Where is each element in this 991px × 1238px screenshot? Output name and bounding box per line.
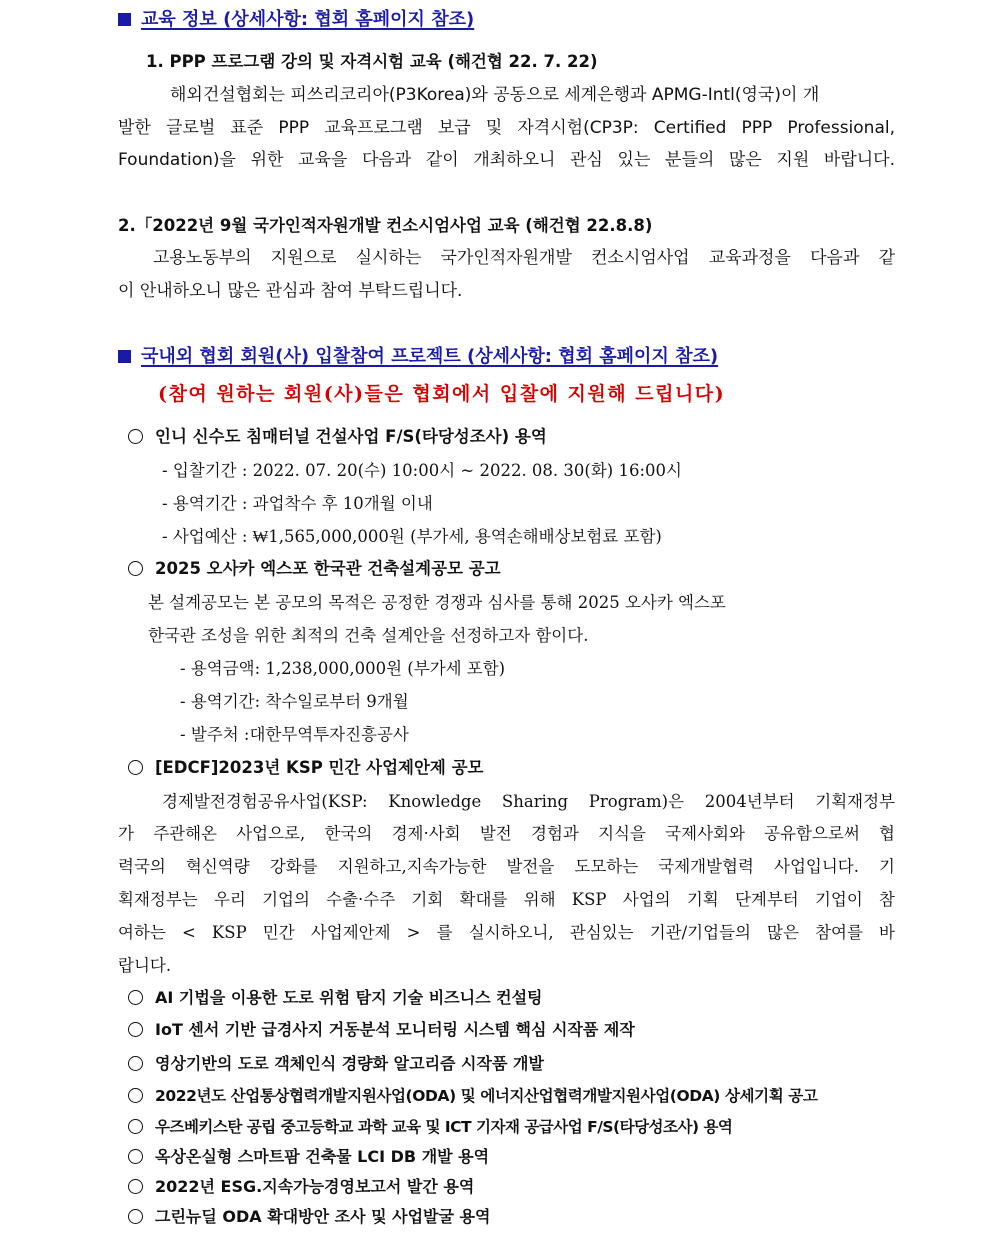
project2-body-line: 한국관 조성을 위한 최적의 건축 설계안을 선정하고자 함이다.	[148, 626, 589, 645]
project2-title-text: 2025 오사카 엑스포 한국관 건축설계공모 공고	[155, 559, 501, 578]
circle-bullet-icon	[128, 1088, 143, 1103]
square-bullet-icon	[118, 13, 131, 26]
project-list-item-text: AI 기법을 이용한 도로 위험 탐지 기술 비즈니스 컨설팅	[155, 988, 543, 1007]
project3-title	[128, 757, 483, 779]
bid-header-text: 국내외 협회 회원(사) 입찰참여 프로젝트 (상세사항: 협회 홈페이지 참조)	[141, 346, 719, 367]
project2-detail: - 용역기간: 착수일로부터 9개월	[180, 692, 409, 711]
project-list-item	[128, 1116, 732, 1138]
edu-item1-title: 1. PPP 프로그램 강의 및 자격시험 교육 (해건협 22. 7. 22)	[146, 52, 598, 71]
project-list-item-text: 영상기반의 도로 객체인식 경량화 알고리즘 시작품 개발	[155, 1054, 544, 1073]
circle-bullet-icon	[128, 429, 143, 444]
project2-title	[128, 558, 501, 580]
project3-body-line: 획재정부는 우리 기업의 수출·수주 기회 확대를 위해 KSP 사업의 기획 단계부터 기업이 참	[118, 890, 895, 909]
education-section-header	[118, 9, 474, 31]
project-list-item	[128, 1053, 544, 1075]
edu-item1-line: 해외건설협회는 피쓰리코리아(P3Korea)와 공동으로 세계은행과 APMG-Intl(영국)이 개	[170, 85, 820, 105]
education-header-text: 교육 정보 (상세사항: 협회 홈페이지 참조)	[141, 9, 475, 30]
project2-detail: - 발주처 :대한무역투자진흥공사	[180, 725, 409, 744]
project-list-item-text: 2022년도 산업통상협력개발지원사업(ODA) 및 에너지산업협력개발지원사업(ODA) 상세기획 공고	[155, 1087, 818, 1105]
project3-title-text: [EDCF]2023년 KSP 민간 사업제안제 공모	[155, 758, 484, 777]
circle-bullet-icon	[128, 1209, 143, 1224]
square-bullet-icon	[118, 350, 131, 363]
project1-detail: - 사업예산 : ₩1,565,000,000원 (부가세, 용역손해배상보험료 포함)	[162, 527, 662, 546]
edu-item2-line: 이 안내하오니 많은 관심과 참여 부탁드립니다.	[118, 281, 463, 301]
project-list-item	[128, 1206, 490, 1228]
project2-body-line: 본 설계공모는 본 공모의 목적은 공정한 경쟁과 심사를 통해 2025 오사카 엑스포	[148, 593, 726, 612]
project3-body-line: 가 주관해온 사업으로, 한국의 경제·사회 발전 경험과 지식을 국제사회와 공유함으로써 협	[118, 824, 895, 843]
project3-body-line: 경제발전경험공유사업(KSP: Knowledge Sharing Program)은 2004년부터 기획재정부	[162, 792, 895, 811]
circle-bullet-icon	[128, 1022, 143, 1037]
circle-bullet-icon	[128, 990, 143, 1005]
project1-detail: - 입찰기간 : 2022. 07. 20(수) 10:00시 ~ 2022. 08. 30(화) 16:00시	[162, 461, 682, 480]
circle-bullet-icon	[128, 1056, 143, 1071]
bid-section-header	[118, 346, 718, 368]
project-list-item	[128, 1176, 474, 1198]
project2-detail: - 용역금액: 1,238,000,000원 (부가세 포함)	[180, 659, 506, 678]
edu-item1-line: 발한 글로벌 표준 PPP 교육프로그램 보급 및 자격시험(CP3P: Certified PPP Professional,	[118, 118, 895, 138]
project-list-item-text: 옥상온실형 스마트팜 건축물 LCI DB 개발 용역	[155, 1147, 490, 1166]
circle-bullet-icon	[128, 1179, 143, 1194]
circle-bullet-icon	[128, 760, 143, 775]
project1-title	[128, 426, 547, 448]
circle-bullet-icon	[128, 1149, 143, 1164]
project-list-item	[128, 1085, 817, 1107]
edu-item1-line: Foundation)을 위한 교육을 다음과 같이 개최하오니 관심 있는 분들의 많은 지원 바랍니다.	[118, 150, 895, 170]
project-list-item-text: 2022년 ESG.지속가능경영보고서 발간 용역	[155, 1177, 475, 1196]
project-list-item-text: 우즈베키스탄 공립 중고등학교 과학 교육 및 ICT 기자재 공급사업 F/S(타당성조사) 용역	[155, 1118, 733, 1136]
project1-title-text: 인니 신수도 침매터널 건설사업 F/S(타당성조사) 용역	[155, 427, 547, 446]
project-list-item	[128, 987, 542, 1009]
project-list-item-text: 그린뉴딜 ODA 확대방안 조사 및 사업발굴 용역	[155, 1207, 491, 1226]
project1-detail: - 용역기간 : 과업착수 후 10개월 이내	[162, 494, 433, 513]
project3-body-line: 랍니다.	[118, 956, 172, 975]
project-list-item	[128, 1146, 489, 1168]
project3-body-line: 여하는 < KSP 민간 사업제안제 > 를 실시하오니, 관심있는 기관/기업들의 많은 참여를 바	[118, 923, 895, 942]
project3-body-line: 력국의 혁신역량 강화를 지원하고,지속가능한 발전을 도모하는 국제개발협력 사업입니다. 기	[118, 857, 895, 876]
edu-item2-line: 고용노동부의 지원으로 실시하는 국가인적자원개발 컨소시엄사업 교육과정을 다음과 같	[153, 248, 895, 268]
project-list-item-text: IoT 센서 기반 급경사지 거동분석 모니터링 시스템 핵심 시작품 제작	[155, 1020, 635, 1039]
circle-bullet-icon	[128, 1119, 143, 1134]
circle-bullet-icon	[128, 561, 143, 576]
edu-item2-title: 2.「2022년 9월 국가인적자원개발 컨소시엄사업 교육 (해건협 22.8.8)	[118, 216, 653, 235]
bid-notice: (참여 원하는 회원(사)들은 협회에서 입찰에 지원해 드립니다)	[158, 383, 726, 405]
project-list-item	[128, 1019, 635, 1041]
